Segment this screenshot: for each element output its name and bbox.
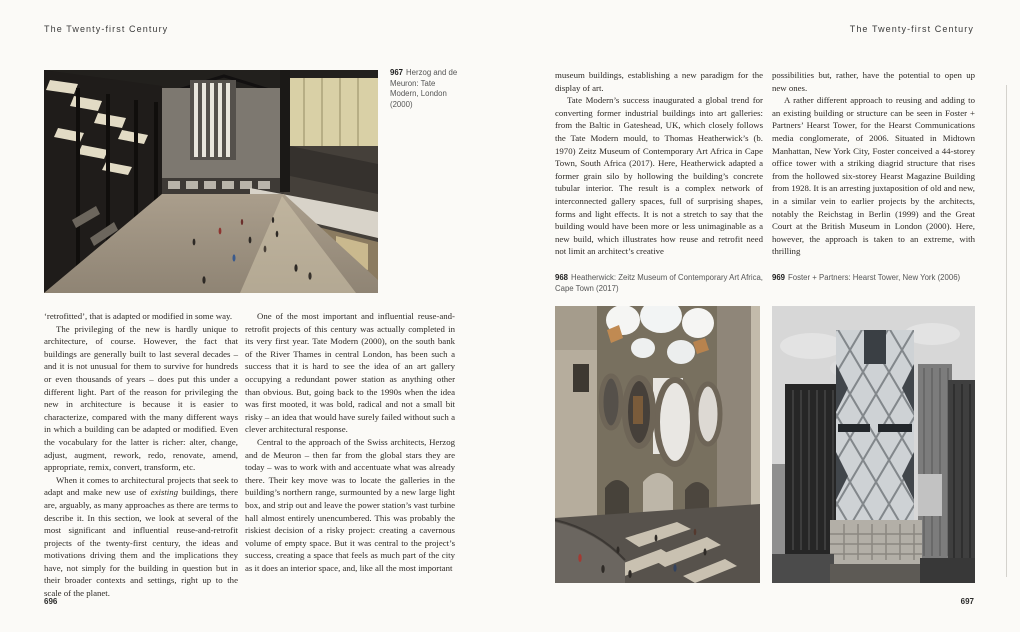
figure-caption-968 <box>555 273 767 294</box>
left-page-number: 696 <box>44 597 58 606</box>
left-wall-shadow <box>555 306 597 350</box>
foreground-building-right <box>920 558 975 583</box>
hearst-tower-photo <box>772 306 975 583</box>
caption-number: 969 <box>772 273 786 282</box>
paragraph: The privileging of the new is hardly unique to architecture, of course. However, the fact that buildings are generally built to last several decades – and it is not unusual for them to survive for hundreds or even thousands of years – does put this under a different light. Part of the reason for privileging the new in architecture is because it is easier to characterize, compared with the many different ways in which a building can be adapted or modified. Even the vocabulary for the latter is richer: alter, change, adjust, augment, rework, redo, renovate, amend, appropriate, remix, convert, transform, etc. <box>44 323 238 473</box>
hearst-illustration <box>772 306 975 583</box>
figure-caption-967 <box>390 68 462 110</box>
text-column-1 <box>44 310 238 600</box>
paragraph: Tate Modern’s success inaugurated a global trend for converting former industrial buildings into art galleries: from the Baltic in Gateshead, UK, which closely follows the Tate Modern mould, to Thomas Heatherwick’s (b. 1970) Zeitz Museum of Contemporary Art Africa in Cape Town, South Africa (2017). Here, Heatherwick adapted a former grain silo by hollowing the building’s concrete tubular interior. The result is a complex network of interconnected gallery spaces, full of surprising shapes, forms and light effects. It is not a stretch to say that the building would have been more or less unimaginable as a new build, which illustrates how reuse and retrofit need not limit an architect’s creative <box>555 95 763 257</box>
foreground-street <box>830 564 922 583</box>
zeitz-illustration <box>555 306 760 583</box>
text-run: When it comes to architectural projects that seek to adapt and make new use of <box>44 474 238 498</box>
text-column-3 <box>555 69 763 258</box>
text-column-4 <box>772 69 975 258</box>
tate-modern-illustration <box>44 70 378 293</box>
text-run: buildings, there are, arguably, as many approaches as there are terms to describe it. In this section, we look at several of the most significant and influential reuse-and-retrofit projects of the twenty-first century, the ideas and motivations driving them and the implications they have, not simply for the building in question but in their broader contexts and settings, right up to the scale of the planet. <box>44 487 238 599</box>
caption-text: Foster + Partners: Hearst Tower, New York (2006) <box>788 273 961 282</box>
right-page-number: 697 <box>960 597 974 606</box>
caption-text: Heatherwick: Zeitz Museum of Contemporary Art Africa, Cape Town (2017) <box>555 273 763 293</box>
wall-window <box>573 364 589 392</box>
caption-number: 968 <box>555 273 569 282</box>
italic-text-run: existing <box>150 487 179 498</box>
paragraph <box>44 474 238 600</box>
dark-band-left <box>838 424 870 432</box>
paragraph: museum buildings, establishing a new paradigm for the display of art. <box>555 70 763 93</box>
paragraph: ‘retrofitted’, that is adapted or modified in some way. <box>44 311 233 321</box>
figure-caption-969 <box>772 273 982 284</box>
white-midrise <box>918 474 942 516</box>
paragraph: One of the most important and influential reuse-and-retrofit projects of this century was actually completed in its very first year. Tate Modern (2000), on the south bank of the River Thames in central London, has been such a success that it is hard to see the idea of an art gallery occupying a redundant power station as anything other than obvious. But, going back to the 1990s when the idea was first mooted, it was bold, radical and not a small bit risky – an idea that would have surely failed without such a clever architectural response. <box>245 311 455 435</box>
right-column <box>280 70 290 192</box>
left-running-head: The Twenty-first Century <box>44 24 169 34</box>
paragraph: A rather different approach to reusing and adding to an existing building or structure can be seen in Foster + Partners’ Hearst Tower, for the Hearst Communications media conglomerate, of 2006. Situated in Midtown Manhattan, New York City, Foster conceived a 44-storey office tower with a striking diagrid structure that rises from the hollowed six-storey Hearst Magazine Building from 1928. It is an arresting juxtaposition of old and new, in a similar vein to earlier projects by the architects, notably the Reichstag in Berlin (1999) and the Great Court at the British Museum in London (2000). Here, however, the approach is taken to an extreme, with thrilling <box>772 95 975 257</box>
right-running-head: The Twenty-first Century <box>849 24 974 34</box>
dark-band-right <box>878 424 912 432</box>
page-edge-line <box>1006 85 1007 577</box>
tate-modern-photo <box>44 70 378 293</box>
paragraph: possibilities but, rather, have the potential to open up new ones. <box>772 70 975 93</box>
caption-number: 967 <box>390 68 404 77</box>
zeitz-museum-photo <box>555 306 760 583</box>
foreground-building-left <box>772 554 834 583</box>
caption-text: Herzog and de Meuron: Tate Modern, London (2000) <box>390 68 458 109</box>
light-box <box>288 78 378 146</box>
text-column-2 <box>245 310 455 574</box>
paragraph: Central to the approach of the Swiss architects, Herzog and de Meuron – then far from the global stars they are today – was to work with and accentuate what was already there. Their key move was to locate the galleries in the building’s northern range, surmounted by a new large light box, and strip out and leave the power station’s vast turbine hall almost entirely unencumbered. This was probably the riskiest decision of a risky project: creating a cavernous volume of empty space. But it was central to the project’s success, creating a space that feels as much part of the city as it does an interior space, and, like all the most important <box>245 436 455 573</box>
